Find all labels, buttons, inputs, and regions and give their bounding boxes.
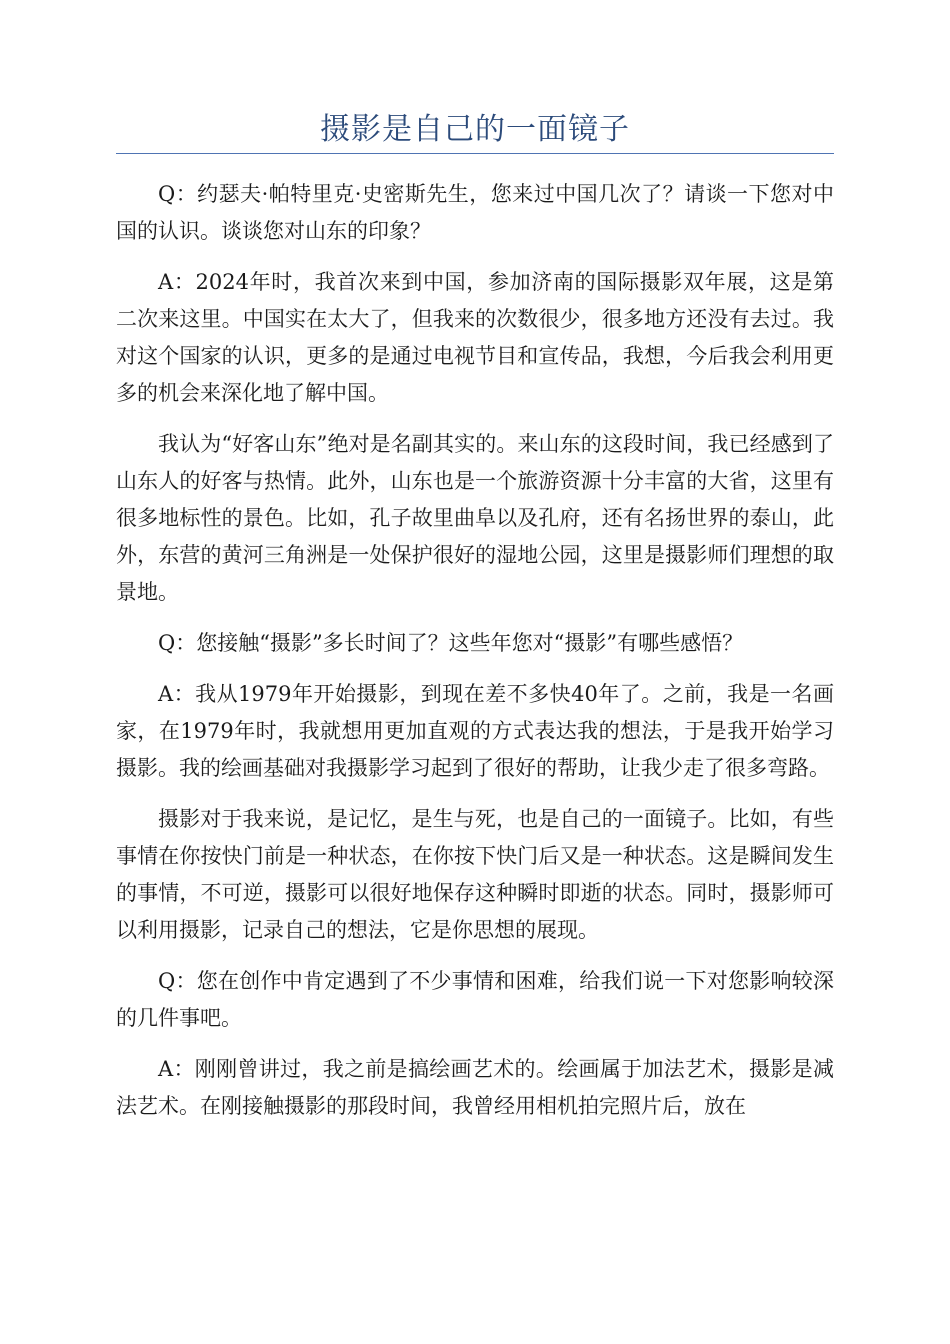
document-title: 摄影是自己的一面镜子 [320, 112, 630, 147]
paragraph-question-1: Q：约瑟夫·帕特里克·史密斯先生，您来过中国几次了？请谈一下您对中国的认识。谈谈您对山东的印象？ [116, 182, 834, 243]
paragraph-answer-2-cont: 摄影对于我来说，是记忆，是生与死，也是自己的一面镜子。比如，有些事情在你按快门前是一种状态，在你按下快门后又是一种状态。这是瞬间发生的事情，不可逆，摄影可以很好地保存这种瞬时即逝的状态。同时，摄影师可以利用摄影，记录自己的想法，它是你思想的展现。 [116, 807, 834, 942]
document-body [116, 176, 834, 1139]
title-underline [116, 153, 834, 154]
paragraph-question-3: Q：您在创作中肯定遇到了不少事情和困难，给我们说一下对您影响较深的几件事吧。 [116, 969, 834, 1030]
paragraph-answer-3: A：刚刚曾讲过，我之前是搞绘画艺术的。绘画属于加法艺术，摄影是减法艺术。在刚接触摄影的那段时间，我曾经用相机拍完照片后，放在 [116, 1057, 834, 1118]
paragraph-answer-2: A：我从1979年开始摄影，到现在差不多快40年了。之前，我是一名画家，在1979年时，我就想用更加直观的方式表达我的想法，于是我开始学习摄影。我的绘画基础对我摄影学习起到了很好的帮助，让我少走了很多弯路。 [116, 682, 834, 780]
paragraph-answer-1: A：2024年时，我首次来到中国，参加济南的国际摄影双年展，这是第二次来这里。中国实在太大了，但我来的次数很少，很多地方还没有去过。我对这个国家的认识，更多的是通过电视节目和宣传品，我想，今后我会利用更多的机会来深化地了解中国。 [116, 270, 834, 405]
paragraph-answer-1-cont: 我认为“好客山东”绝对是名副其实的。来山东的这段时间，我已经感到了山东人的好客与热情。此外，山东也是一个旅游资源十分丰富的大省，这里有很多地标性的景色。比如，孔子故里曲阜以及孔府，还有名扬世界的泰山，此外，东营的黄河三角洲是一处保护很好的湿地公园，这里是摄影师们理想的取景地。 [116, 432, 834, 604]
paragraph-question-2: Q：您接触“摄影”多长时间了？这些年您对“摄影”有哪些感悟？ [158, 631, 744, 655]
